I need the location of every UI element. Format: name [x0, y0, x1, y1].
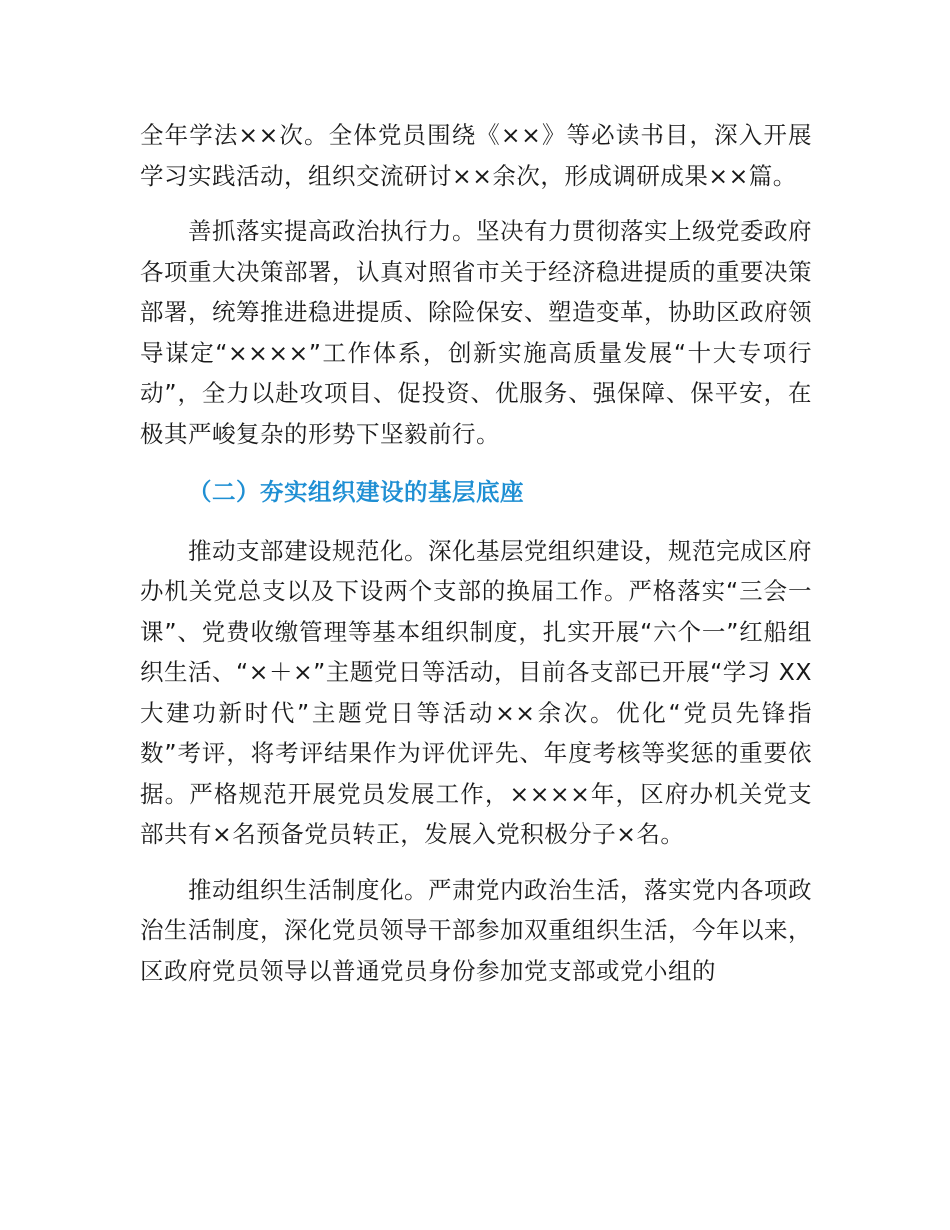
section-heading: （二）夯实组织建设的基层底座 [188, 478, 524, 506]
paragraph-branch-building: 推动支部建设规范化。深化基层党组织建设，规范完成区府办机关党总支以及下设两个支部的换届工作。严格落实“三会一课”、党费收缴管理等基本组织制度，扎实开展“六个一”红船组织生活、“×＋×”主题党日等活动，目前各支部已开展“学习 XX 大建功新时代”主题党日等活动××余次。优化“党员先锋指数”考评，将考评结果作为评优评先、年度考核等奖惩的重要依据。严格规范开展党员发展工作，××××年，区府办机关党支部共有×名预备党员转正，发展入党积极分子×名。 [140, 536, 812, 848]
document-body [140, 115, 812, 991]
paragraph-execution: 善抓落实提高政治执行力。坚决有力贯彻落实上级党委政府各项重大决策部署，认真对照省市关于经济稳进提质的重要决策部署，统筹推进稳进提质、除险保安、塑造变革，协助区政府领导谋定“××××”工作体系，创新实施高质量发展“十大专项行动”，全力以赴攻项目、促投资、优服务、强保障、保平安，在极其严峻复杂的形势下坚毅前行。 [140, 217, 812, 448]
paragraph-study: 全年学法××次。全体党员围绕《××》等必读书目，深入开展学习实践活动，组织交流研讨××余次，形成调研成果××篇。 [140, 121, 812, 190]
paragraph-organization-life: 推动组织生活制度化。严肃党内政治生活，落实党内各项政治生活制度，深化党员领导干部参加双重组织生活，今年以来，区政府党员领导以普通党员身份参加党支部或党小组的 [140, 875, 812, 985]
